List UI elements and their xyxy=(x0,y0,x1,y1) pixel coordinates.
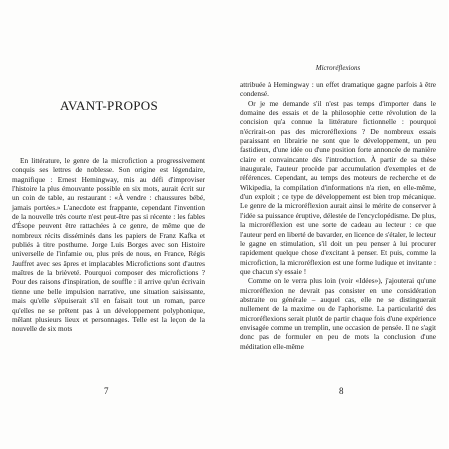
paragraph: Or je me demande s'il n'est pas temps d'importer dans le domaine des essais et de la philosophie cette révolution de la concision qu'a connue la littérature fictionnelle : pourquoi n'écrirait-on pas des microréflexions ? De nombreux essais paraissant en librairie ne sont que le développement, un peu fastidieux, d'une idée ou d'une position forte annoncée de manière claire et convaincante dès l'introduction. À partir de sa thèse inaugurale, l'auteur procède par accumulation d'exemples et de références. Cependant, au temps des moteurs de recherche et de Wikipedia, la compilation d'informations n'a rien, en elle-même, d'un exploit ; ce type de développement est bien trop mécanique. Le genre de la microréflexion aurait ainsi le mérite de conserver à l'idée sa puissance éruptive, délestée de l'encyclopédisme. De plus, la microréflexion est une sorte de cadeau au lecteur : ce que l'auteur perd en liberté de bavarder, en licence de s'étaler, le lecteur le gagne en stimulation, s'il doit un peu penser à lui procurer rapidement quelque chose d'excitant à penser. Et puis, comme la microfiction, la microréflexion est une forme ludique et invitante : que chacun s'y essaie ! xyxy=(240,98,436,276)
running-head: Microréflexions xyxy=(315,64,361,72)
page-number: 8 xyxy=(339,386,344,396)
paragraph: En littérature, le genre de la microfiction a progressivement conquis ses lettres de noblesse. Son origine est légendaire, magnifique : Ernest Hemingway, mis au défi d'improviser l'histoire la plus émouvante possible en six mots, aurait écrit sur un coin de table, au restaurant : «À vendre : chaussures bébé, jamais portées.» L'anecdote est frappante, cependant l'invention de la nouvelle très courte n'est peut-être pas si récente : les fables d'Ésope peuvent être rattachées à ce genre, de même que de nombreux récits disséminés dans les papiers de Franz Kafka et publiés à titre posthume. Jorge Luis Borges avec son Histoire universelle de l'infamie ou, plus près de nous, en France, Régis Jauffret avec ses âpres et implacables Microfictions sont d'autres maîtres de la brièveté. Pourquoi composer des microfictions ? Pour des raisons d'inspiration, de souffle : il arrive qu'un écrivain tienne une belle impulsion narrative, une situation saisissante, mais qu'elle s'épuiserait s'il en faisait tout un roman, parce qu'elles ne se prêtent pas à un développement polyphonique, mêlant plusieurs lieux et personnages. Telle est la leçon de la nouvelle de six mots xyxy=(12,156,205,334)
right-page-body xyxy=(240,80,436,351)
paragraph: attribuée à Hemingway : un effet dramatique gagne parfois à être condensé. xyxy=(240,80,436,99)
chapter-title: AVANT-PROPOS xyxy=(59,98,158,113)
page-number: 7 xyxy=(104,386,109,396)
left-page xyxy=(0,0,224,449)
paragraph: Comme on le verra plus loin (voir «Idées»), j'ajouterai qu'une microréflexion ne devrait pas consister en une considération abstraite ou générale – auquel cas, elle ne se distinguerait nullement de la maxime ou de l'aphorisme. La particularité des microréflexions serait plutôt de partir chaque fois d'une expérience envisagée comme un tremplin, une occasion de pensée. Il ne s'agit donc pas de formuler en peu de mots la conclusion d'une méditation elle-même xyxy=(240,276,436,351)
right-page xyxy=(224,0,448,449)
left-page-body xyxy=(12,156,205,334)
